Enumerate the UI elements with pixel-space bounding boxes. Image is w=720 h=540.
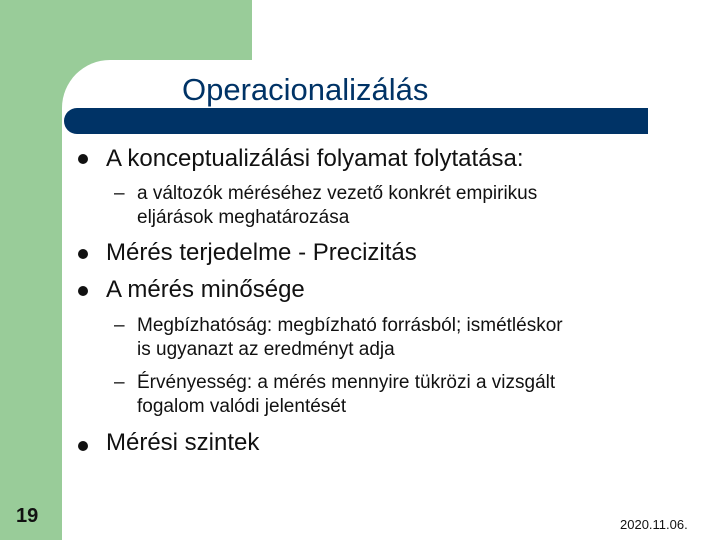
sub-bullet-line: is ugyanazt az eredményt adja (137, 339, 395, 360)
sub-bullet-line: fogalom valódi jelentését (137, 396, 347, 417)
sub-bullet-line: a változók méréséhez vezető konkrét empirikus (137, 183, 538, 204)
title-underline-bar (64, 108, 648, 134)
bullet-text: Mérési szintek (106, 429, 260, 456)
sub-bullet-line: Megbízhatóság: megbízható forrásból; ismétléskor (137, 315, 563, 336)
sub-bullet-line: Érvényesség: a mérés mennyire tükrözi a vizsgált (137, 372, 556, 393)
sub-bullet-text (137, 182, 697, 230)
slide-title: Operacionalizálás (182, 72, 429, 107)
slide-date: 2020.11.06. (620, 517, 688, 532)
bullet-dot-icon (78, 441, 88, 451)
sub-bullet-dash: – (114, 183, 125, 204)
page-number: 19 (16, 505, 39, 527)
sub-bullet-dash: – (114, 372, 125, 393)
sub-bullet-text (137, 371, 697, 419)
sub-bullet-line: eljárások meghatározása (137, 207, 350, 228)
bullet-text: Mérés terjedelme - Precizitás (106, 239, 417, 266)
sub-bullet-text (137, 314, 697, 362)
bullet-dot-icon (78, 154, 88, 164)
bullet-text: A mérés minősége (106, 276, 305, 303)
bullet-dot-icon (78, 249, 88, 259)
bullet-dot-icon (78, 286, 88, 296)
bullet-text: A konceptualizálási folyamat folytatása: (106, 145, 524, 172)
sub-bullet-dash: – (114, 315, 125, 336)
